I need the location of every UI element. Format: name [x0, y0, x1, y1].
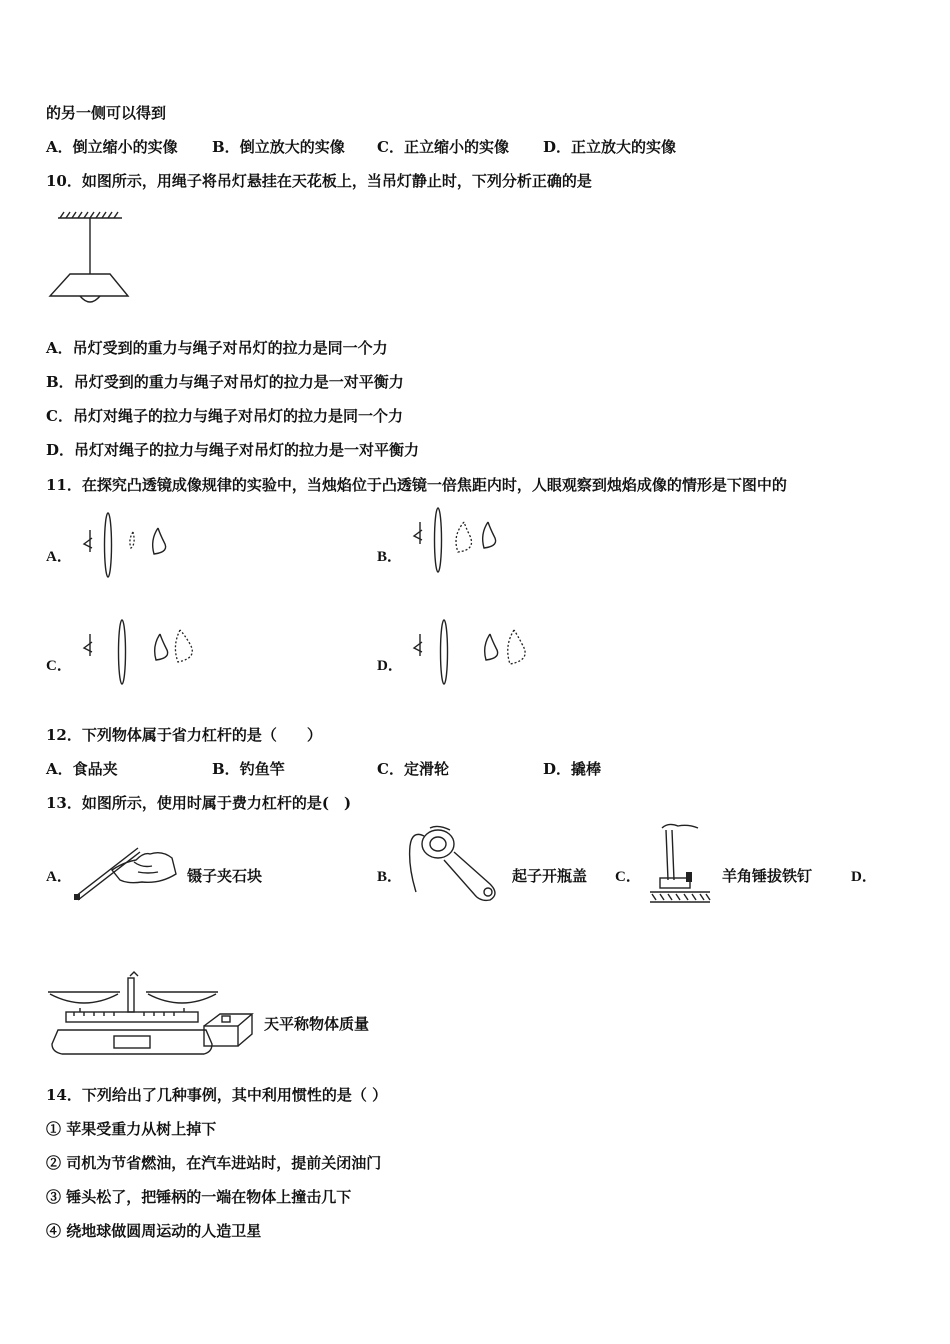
- q10-option-b: B．吊灯受到的重力与绳子对吊灯的拉力是一对平衡力: [46, 373, 404, 391]
- q10-stem: 10．如图所示，用绳子将吊灯悬挂在天花板上，当吊灯静止时，下列分析正确的是: [46, 172, 592, 190]
- q11-option-b-label: B．: [377, 549, 403, 565]
- q14-item-1: ① 苹果受重力从树上掉下: [46, 1120, 217, 1138]
- q10-option-d: D．吊灯对绳子的拉力与绳子对吊灯的拉力是一对平衡力: [46, 441, 420, 459]
- q11-option-c-label: C．: [46, 658, 72, 674]
- q13-option-a-text: 镊子夹石块: [187, 867, 263, 885]
- tweezers-figure: [72, 824, 182, 904]
- q13-option-c-text: 羊角锤拔铁钉: [722, 867, 813, 885]
- q11-figure-b: [408, 504, 518, 578]
- q13-stem: 13．如图所示，使用时属于费力杠杆的是( ): [46, 794, 352, 812]
- q11-figure-d: [408, 616, 538, 690]
- q10-option-c: C．吊灯对绳子的拉力与绳子对吊灯的拉力是同一个力: [46, 407, 403, 425]
- q12-option-d: D．撬棒: [543, 760, 602, 778]
- q13-option-c-label: C．: [615, 869, 641, 885]
- q12-option-a: A．食品夹: [46, 760, 118, 778]
- claw-hammer-figure: [648, 822, 714, 906]
- q13-option-d-label: D．: [851, 869, 877, 885]
- q13-option-a-label: A．: [46, 869, 72, 885]
- q11-option-d-label: D．: [377, 658, 403, 674]
- q9-option-c: C．正立缩小的实像: [377, 138, 509, 156]
- bottle-opener-figure: [404, 822, 508, 902]
- hanging-lamp-figure: [46, 210, 136, 310]
- balance-scale-figure: [44, 972, 256, 1060]
- q12-option-c: C．定滑轮: [377, 760, 449, 778]
- q11-figure-a: [78, 508, 178, 582]
- q12-stem: 12．下列物体属于省力杠杆的是（ ）: [46, 726, 322, 744]
- q9-stem-tail: 的另一侧可以得到: [46, 104, 167, 122]
- q9-option-d: D．正立放大的实像: [543, 138, 677, 156]
- q14-stem: 14．下列给出了几种事例，其中利用惯性的是（ ）: [46, 1086, 388, 1104]
- q9-option-a: A．倒立缩小的实像: [46, 138, 178, 156]
- q9-option-b: B．倒立放大的实像: [212, 138, 345, 156]
- q10-option-a: A．吊灯受到的重力与绳子对吊灯的拉力是同一个力: [46, 339, 388, 357]
- q14-item-2: ② 司机为节省燃油，在汽车进站时，提前关闭油门: [46, 1154, 382, 1172]
- q11-stem: 11．在探究凸透镜成像规律的实验中，当烛焰位于凸透镜一倍焦距内时，人眼观察到烛焰成像的情形是下图中的: [46, 476, 787, 494]
- q14-item-3: ③ 锤头松了，把锤柄的一端在物体上撞击几下: [46, 1188, 352, 1206]
- q11-figure-c: [78, 616, 198, 690]
- q13-option-b-label: B．: [377, 869, 403, 885]
- q12-option-b: B．钓鱼竿: [212, 760, 285, 778]
- q11-option-a-label: A．: [46, 549, 72, 565]
- q14-item-4: ④ 绕地球做圆周运动的人造卫星: [46, 1222, 262, 1240]
- q13-option-b-text: 起子开瓶盖: [512, 867, 588, 885]
- q13-option-d-text: 天平称物体质量: [264, 1015, 370, 1033]
